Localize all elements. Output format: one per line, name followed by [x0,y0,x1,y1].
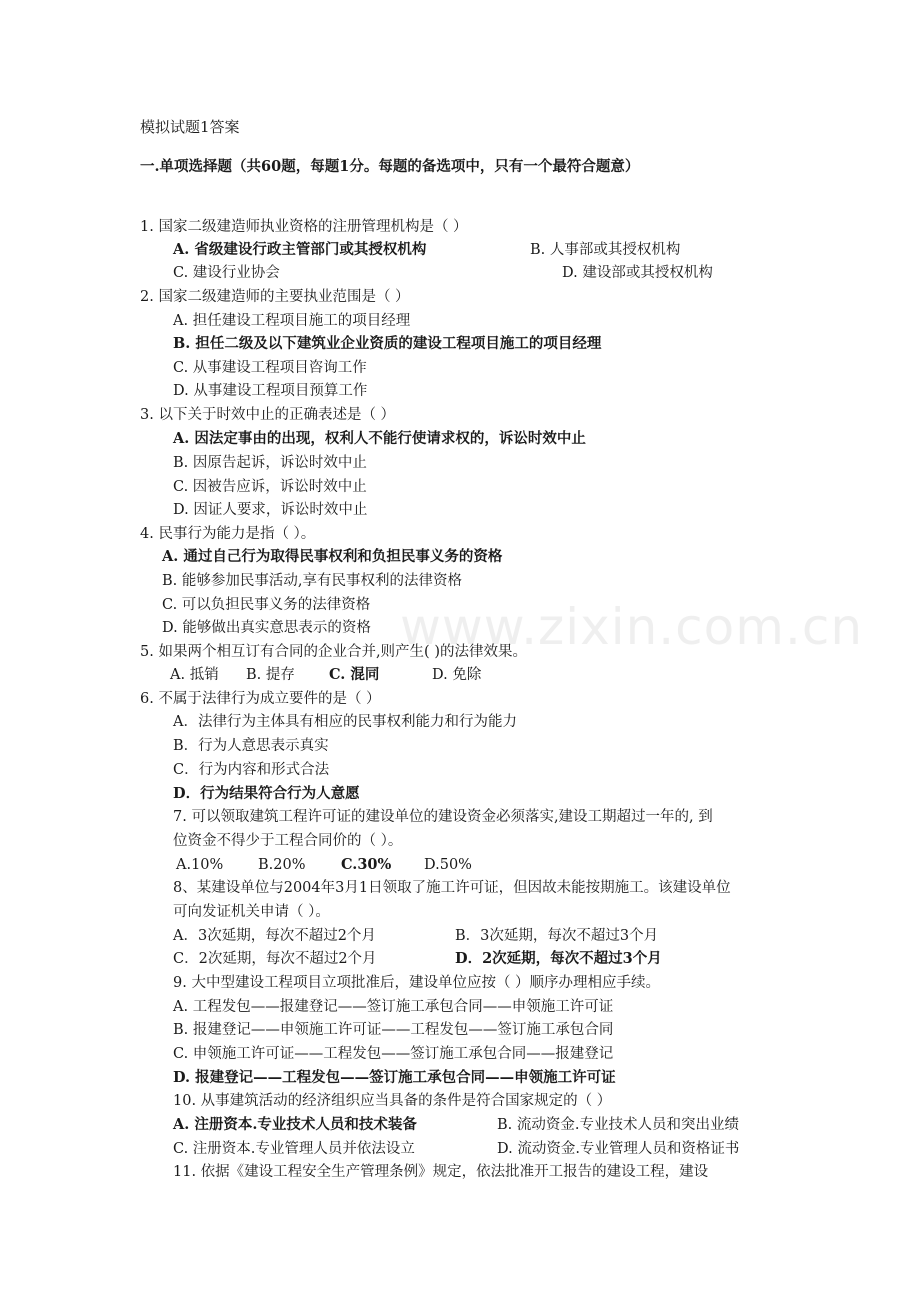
question-5-option-a: A. 抵销 [170,667,219,683]
question-5-option-b: B. 提存 [246,667,295,683]
question-8-option-a: A．3次延期，每次不超过2个月 [173,928,376,944]
question-5-option-d: D. 免除 [432,667,482,683]
question-1-option-d: D. 建设部或其授权机构 [562,265,713,281]
question-1-stem: 1. 国家二级建造师执业资格的注册管理机构是（ ） [140,219,468,235]
question-1-option-a: A. 省级建设行政主管部门或其授权机构 [173,241,427,258]
question-3-option-c: C. 因被告应诉，诉讼时效中止 [173,479,367,495]
question-6-option-a: A．法律行为主体具有相应的民事权利能力和行为能力 [173,714,517,730]
question-10-option-d: D. 流动资金.专业管理人员和资格证书 [497,1141,740,1157]
question-6-option-d: D．行为结果符合行为人意愿 [173,785,360,802]
question-7-option-a: A.10% [176,857,224,873]
question-3-stem: 3. 以下关于时效中止的正确表述是（ ） [140,407,396,423]
question-10-option-c: C. 注册资本.专业管理人员并依法设立 [173,1141,415,1157]
question-3-option-a: A. 因法定事由的出现，权利人不能行使请求权的，诉讼时效中止 [173,430,586,447]
question-5-option-c: C. 混同 [329,666,380,683]
question-3-option-d: D. 因证人要求，诉讼时效中止 [173,502,368,518]
question-6-option-b: B．行为人意思表示真实 [173,738,329,754]
question-8-option-c: C．2次延期，每次不超过2个月 [173,951,377,967]
question-2-option-a: A. 担任建设工程项目施工的项目经理 [173,313,411,329]
question-7-option-d: D.50% [424,857,472,873]
question-7-option-b: B.20% [258,857,306,873]
question-4-option-b: B. 能够参加民事活动,享有民事权利的法律资格 [162,573,462,589]
question-2-option-b: B. 担任二级及以下建筑业企业资质的建设工程项目施工的项目经理 [173,335,602,352]
question-11-stem: 11. 依据《建设工程安全生产管理条例》规定，依法批准开工报告的建设工程，建设 [173,1164,709,1180]
question-4-option-d: D. 能够做出真实意思表示的资格 [162,620,371,636]
question-5-stem: 5. 如果两个相互订有合同的企业合并,则产生( )的法律效果。 [140,644,527,660]
question-3-option-b: B. 因原告起诉，诉讼时效中止 [173,455,367,471]
question-4-stem: 4. 民事行为能力是指（ ）。 [140,526,316,542]
question-7-stem-line-1: 7. 可以领取建筑工程许可证的建设单位的建设资金必须落实,建设工期超过一年的, 到 [173,809,713,825]
question-9-option-a: A. 工程发包——报建登记——签订施工承包合同——申领施工许可证 [173,999,614,1015]
question-8-stem-line-1: 8、某建设单位与2004年3月1日领取了施工许可证，但因故未能按期施工。该建设单位 [173,880,731,896]
question-4-option-c: C. 可以负担民事义务的法律资格 [162,597,371,613]
question-10-option-a: A. 注册资本.专业技术人员和技术装备 [173,1116,417,1133]
question-10-option-b: B. 流动资金.专业技术人员和突出业绩 [497,1117,739,1133]
question-9-option-d: D. 报建登记——工程发包——签订施工承包合同——申领施工许可证 [173,1069,616,1086]
question-7-stem-line-2: 位资金不得少于工程合同价的（ ）。 [173,833,403,849]
question-6-stem: 6. 不属于法律行为成立要件的是（ ） [140,691,381,707]
question-4-option-a: A. 通过自己行为取得民事权利和负担民事义务的资格 [162,548,503,565]
question-9-option-c: C. 申领施工许可证——工程发包——签订施工承包合同——报建登记 [173,1046,614,1062]
question-9-option-b: B. 报建登记——申领施工许可证——工程发包——签订施工承包合同 [173,1022,614,1038]
question-10-stem: 10. 从事建筑活动的经济组织应当具备的条件是符合国家规定的（ ） [173,1093,612,1109]
question-8-option-d: D．2次延期，每次不超过3个月 [455,950,662,967]
question-1-option-c: C. 建设行业协会 [173,265,280,281]
question-2-option-d: D. 从事建设工程项目预算工作 [173,383,368,399]
question-6-option-c: C．行为内容和形式合法 [173,762,330,778]
question-8-stem-line-2: 可向发证机关申请（ ）。 [173,904,330,920]
question-2-option-c: C. 从事建设工程项目咨询工作 [173,360,367,376]
section-heading: 一.单项选择题（共60题，每题1分。每题的备选项中，只有一个最符合题意） [140,158,640,175]
question-2-stem: 2. 国家二级建造师的主要执业范围是（ ） [140,289,410,305]
question-8-option-b: B．3次延期，每次不超过3个月 [455,928,659,944]
watermark: www.zixin.com.cn [400,598,864,656]
question-1-option-b: B. 人事部或其授权机构 [530,242,681,258]
document-title: 模拟试题1答案 [140,118,240,136]
question-7-option-c: C.30% [341,856,392,873]
question-9-stem: 9. 大中型建设工程项目立项批准后，建设单位应按（ ）顺序办理相应手续。 [173,975,661,991]
